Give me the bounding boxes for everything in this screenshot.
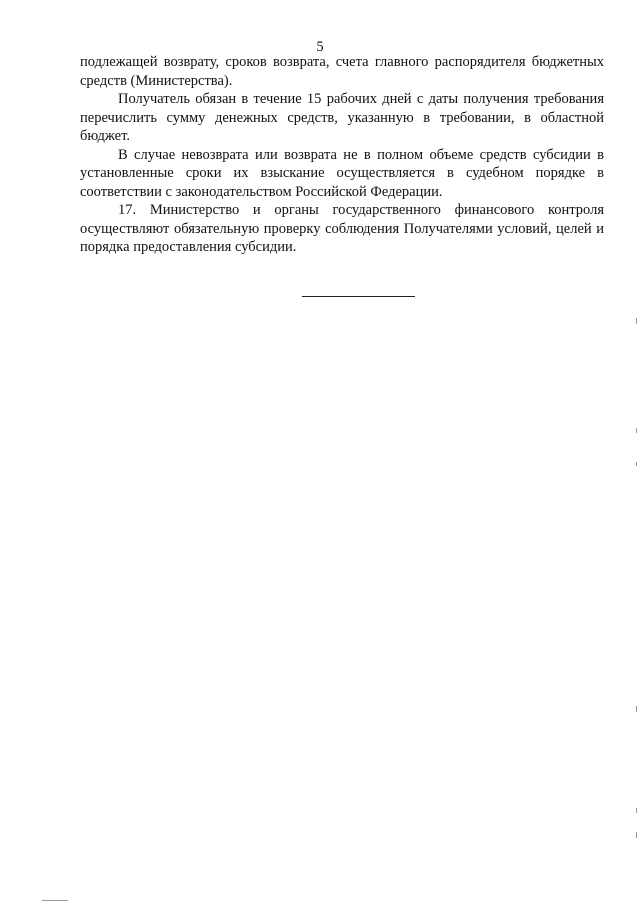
- scan-margin-mark: [636, 428, 637, 433]
- scan-margin-mark: [636, 808, 637, 813]
- scan-margin-mark: [636, 832, 637, 838]
- scan-margin-mark: [636, 318, 637, 324]
- paragraph-return-obligation: Получатель обязан в течение 15 рабочих дней с даты получения требования перечислить сумму денежных средств, указанную в требовании, в областной бюджет.: [80, 91, 604, 144]
- paragraph-judicial-recovery: В случае невозврата или возврата не в полном объеме средств субсидии в установленные сроки их взыскание осуществляется в судебном порядке в соответствии с законодательством Российской Федерации.: [80, 146, 604, 200]
- scan-margin-mark: [636, 462, 637, 466]
- end-of-text-rule: [302, 296, 415, 297]
- page-number: 5: [316, 39, 324, 55]
- document-body: [80, 53, 604, 257]
- paragraph-continuation: подлежащей возврату, сроков возврата, счета главного распорядителя бюджетных средств (Министерства).: [80, 54, 604, 89]
- paragraph-item-17: 17. Министерство и органы государственного финансового контроля осуществляют обязательную проверку соблюдения Получателями условий, целей и порядка предоставления субсидии.: [80, 202, 604, 255]
- scan-margin-mark: [636, 706, 637, 712]
- scan-bottom-mark: [42, 900, 68, 901]
